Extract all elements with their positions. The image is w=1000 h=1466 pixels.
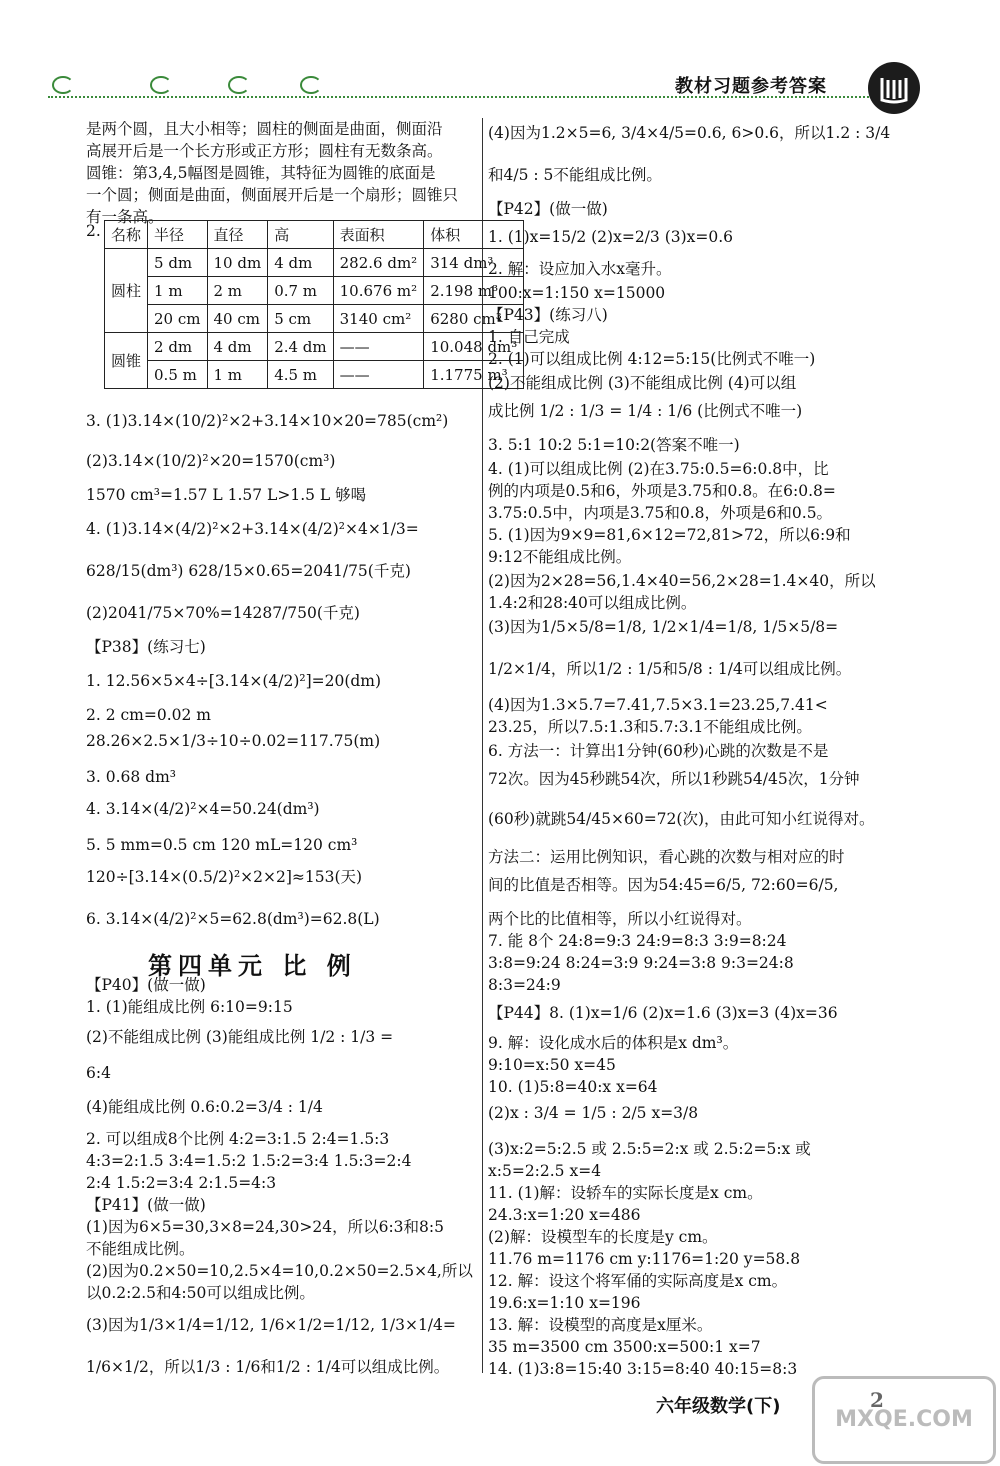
table-cell: 5 dm [148,249,207,277]
text-line: (2)不能组成比例 (3)能组成比例 1/2 : 1/3 = [86,1028,394,1046]
text-line: 28.26×2.5×1/3÷10÷0.02=117.75(m) [86,732,381,750]
text-line: 1. 自己完成 [488,328,570,346]
text-line: (1)因为6×5=30,3×8=24,30>24，所以6:3和8:5 [86,1218,444,1236]
table-cell: 1 m [207,361,268,389]
table-cell: 314 dm³ [424,249,524,277]
table-cell: 10.048 dm³ [424,333,524,361]
text-line: 19.6:x=1:10 x=196 [488,1294,641,1312]
table-row [105,249,524,277]
text-line: 以0.2:2.5和4:50可以组成比例。 [86,1284,315,1302]
text-line: 1. 12.56×5×4÷[3.14×(4/2)²]=20(dm) [86,672,382,690]
text-line: 2. (1)可以组成比例 4:12=5:15(比例式不唯一) [488,350,816,368]
table-group-cell: 圆柱 [105,249,148,333]
text-line: 23.25，所以7.5:1.3和5.7:3.1不能组成比例。 [488,718,812,736]
table-cell: —— [333,361,424,389]
text-line: 3. 5:1 10:2 5:1=10:2(答案不唯一) [488,436,740,454]
text-line: 间的比值是否相等。因为54:45=6/5, 72:60=6/5, [488,876,839,894]
text-line: (2)3.14×(10/2)²×20=1570(cm³) [86,452,336,470]
table-cell: 40 cm [207,305,268,333]
text-line: 【P41】(做一做) [86,1196,206,1214]
text-line: 6:4 [86,1064,111,1082]
text-line: 方法二：运用比例知识，看心跳的次数与相对应的时 [488,848,845,866]
text-line: (2)因为2×28=56,1.4×40=56,2×28=1.4×40，所以 [488,572,876,590]
table-group-cell: 圆锥 [105,333,148,389]
text-line: 【P44】8. (1)x=1/6 (2)x=1.6 (3)x=3 (4)x=36 [488,1004,838,1022]
text-line: 8:3=24:9 [488,976,561,994]
text-line: 4. 3.14×(4/2)²×4=50.24(dm³) [86,800,320,818]
text-line: 一个圆；侧面是曲面，侧面展开后是一个扇形；圆锥只 [86,186,459,204]
table-cell: 3140 cm² [333,305,424,333]
table-row [105,333,524,361]
text-line: 13. 解：设模型的高度是x厘米。 [488,1316,713,1334]
text-line: 3.75:0.5中，内项是3.75和0.8，外项是6和0.5。 [488,504,833,522]
decor-swirl-icon [228,76,250,94]
text-line: 1. (1)能组成比例 6:10=9:15 [86,998,293,1016]
text-line: 12. 解：设这个将军俑的实际高度是x cm。 [488,1272,788,1290]
text-line: 9. 解：设化成水后的体积是x dm³。 [488,1034,739,1052]
solids-table [104,220,524,389]
table-cell: 0.7 m [268,277,333,305]
text-line: 11.76 m=1176 cm y:1176=1:20 y=58.8 [488,1250,801,1268]
text-line: 3:8=9:24 8:24=3:9 9:24=3:8 9:3=24:8 [488,954,794,972]
text-line: 14. (1)3:8=15:40 3:15=8:40 40:15=8:3 [488,1360,798,1378]
footer-label: 六年级数学(下) [656,1396,781,1417]
text-line: 4. (1)3.14×(4/2)²×2+3.14×(4/2)²×4×1/3= [86,520,419,538]
text-line: 9:10=x:50 x=45 [488,1056,616,1074]
table-cell: 1.1775 m³ [424,361,524,389]
text-line: 有一条高。 [86,208,164,226]
text-line: 例的内项是0.5和6，外项是3.75和0.8。在6:0.8= [488,482,836,500]
text-line: (60秒)就跳54/45×60=72(次)，由此可知小红说得对。 [488,810,875,828]
text-line: 1. (1)x=15/2 (2)x=2/3 (3)x=0.6 [488,228,734,246]
table-cell: 5 cm [268,305,333,333]
text-line: 10. (1)5:8=40:x x=64 [488,1078,658,1096]
header-title: 教材习题参考答案 [675,76,827,97]
table-cell: 282.6 dm² [333,249,424,277]
text-line: 4. (1)可以组成比例 (2)在3.75:0.5=6:0.8中，比 [488,460,829,478]
text-line: 【P43】(练习八) [488,306,608,324]
text-line: 35 m=3500 cm 3500:x=500:1 x=7 [488,1338,761,1356]
table-cell: 2.4 dm [268,333,333,361]
text-line: 6. 方法一：计算出1分钟(60秒)心跳的次数是不是 [488,742,829,760]
table-cell: 2 dm [148,333,207,361]
table-row [105,305,524,333]
text-line: 5. (1)因为9×9=81,6×12=72,81>72，所以6:9和 [488,526,851,544]
text-line: x:5=2:2.5 x=4 [488,1162,602,1180]
text-line: (3)因为1/3×1/4=1/12, 1/6×1/2=1/12, 1/3×1/4= [86,1316,456,1334]
text-line: (4)因为1.2×5=6, 3/4×4/5=0.6, 6>0.6，所以1.2 : 3/4 [488,124,891,142]
table-header-cell: 名称 [105,221,148,249]
text-line: 1/2×1/4，所以1/2 : 1/5和5/8 : 1/4可以组成比例。 [488,660,852,678]
text-line: 9:12不能组成比例。 [488,548,632,566]
table-cell: 20 cm [148,305,207,333]
text-line: 7. 能 8个 24:8=9:3 24:9=8:3 3:9=8:24 [488,932,787,950]
text-line: (3)因为1/5×5/8=1/8, 1/2×1/4=1/8, 1/5×5/8= [488,618,839,636]
text-line: 1.4:2和28:40可以组成比例。 [488,594,697,612]
table-header-cell: 半径 [148,221,207,249]
text-line: 2:4 1.5:2=3:4 2:1.5=4:3 [86,1174,277,1192]
table-cell: —— [333,333,424,361]
table-cell: 4.5 m [268,361,333,389]
table-header-cell: 直径 [207,221,268,249]
text-line: (2)解：设模型车的长度是y cm。 [488,1228,718,1246]
text-line: 1570 cm³=1.57 L 1.57 L>1.5 L 够喝 [86,486,367,504]
text-line: 72次。因为45秒跳54次，所以1秒跳54/45次，1分钟 [488,770,860,788]
text-line: 2. 2 cm=0.02 m [86,706,212,724]
table-header-cell: 高 [268,221,333,249]
book-logo-icon [868,62,920,114]
text-line: (4)因为1.3×5.7=7.41,7.5×3.1=23.25,7.41< [488,696,828,714]
table-cell: 1 m [148,277,207,305]
text-line: 6. 3.14×(4/2)²×5=62.8(dm³)=62.8(L) [86,910,380,928]
text-line: (2)因为0.2×50=10,2.5×4=10,0.2×50=2.5×4,所以 [86,1262,473,1280]
table-cell: 0.5 m [148,361,207,389]
page-number: 2 [870,1388,884,1412]
text-line: 120÷[3.14×(0.5/2)²×2×2]≈153(天) [86,868,363,886]
table-cell: 10.676 m² [333,277,424,305]
text-line: 【P38】(练习七) [86,638,206,656]
watermark-stamp: MXQE.COM [812,1376,996,1464]
unit-title: 第四单元 比 例 [148,952,357,980]
table-row [105,277,524,305]
text-line: 两个比的比值相等，所以小红说得对。 [488,910,752,928]
table-cell: 10 dm [207,249,268,277]
table-cell: 6280 cm³ [424,305,524,333]
text-line: 24.3:x=1:20 x=486 [488,1206,641,1224]
text-line: 3. 0.68 dm³ [86,768,176,786]
table-cell: 4 dm [207,333,268,361]
text-line: 是两个圆，且大小相等；圆柱的侧面是曲面，侧面沿 [86,120,443,138]
text-line: 【P40】(做一做) [86,976,206,994]
text-line: 和4/5 : 5不能组成比例。 [488,166,662,184]
text-line: 2. 解：设应加入水x毫升。 [488,260,672,278]
text-line: 成比例 1/2 : 1/3 = 1/4 : 1/6 (比例式不唯一) [488,402,803,420]
table-row [105,361,524,389]
text-line: 1/6×1/2，所以1/3 : 1/6和1/2 : 1/4可以组成比例。 [86,1358,450,1376]
text-line: 2. [86,222,101,240]
text-line: (2)不能组成比例 (3)不能组成比例 (4)可以组 [488,374,797,392]
decor-swirl-icon [150,76,172,94]
text-line: (3)x:2=5:2.5 或 2.5:5=2:x 或 2.5:2=5:x 或 [488,1140,811,1158]
table-header-cell: 表面积 [333,221,424,249]
page-header [0,0,1000,110]
text-line: 5. 5 mm=0.5 cm 120 mL=120 cm³ [86,836,358,854]
table-header-cell: 体积 [424,221,524,249]
table-cell: 2 m [207,277,268,305]
text-line: (4)能组成比例 0.6:0.2=3/4 : 1/4 [86,1098,323,1116]
text-line: 3. (1)3.14×(10/2)²×2+3.14×10×20=785(cm²) [86,412,449,430]
text-line: 4:3=2:1.5 3:4=1.5:2 1.5:2=3:4 1.5:3=2:4 [86,1152,412,1170]
table-cell: 4 dm [268,249,333,277]
text-line: (2)2041/75×70%=14287/750(千克) [86,604,360,622]
table-cell: 2.198 m³ [424,277,524,305]
text-line: 628/15(dm³) 628/15×0.65=2041/75(千克) [86,562,411,580]
text-line: 2. 可以组成8个比例 4:2=3:1.5 2:4=1.5:3 [86,1130,390,1148]
text-line: 高展开后是一个长方形或正方形；圆柱有无数条高。 [86,142,443,160]
text-line: (2)x : 3/4 = 1/5 : 2/5 x=3/8 [488,1104,699,1122]
text-line: 100:x=1:150 x=15000 [488,284,666,302]
text-line: 【P42】(做一做) [488,200,608,218]
decor-swirl-icon [300,76,322,94]
decor-swirl-icon [52,76,74,94]
text-line: 圆锥：第3,4,5幅图是圆锥，其特征为圆锥的底面是 [86,164,436,182]
text-line: 11. (1)解：设轿车的实际长度是x cm。 [488,1184,763,1202]
text-line: 不能组成比例。 [86,1240,195,1258]
